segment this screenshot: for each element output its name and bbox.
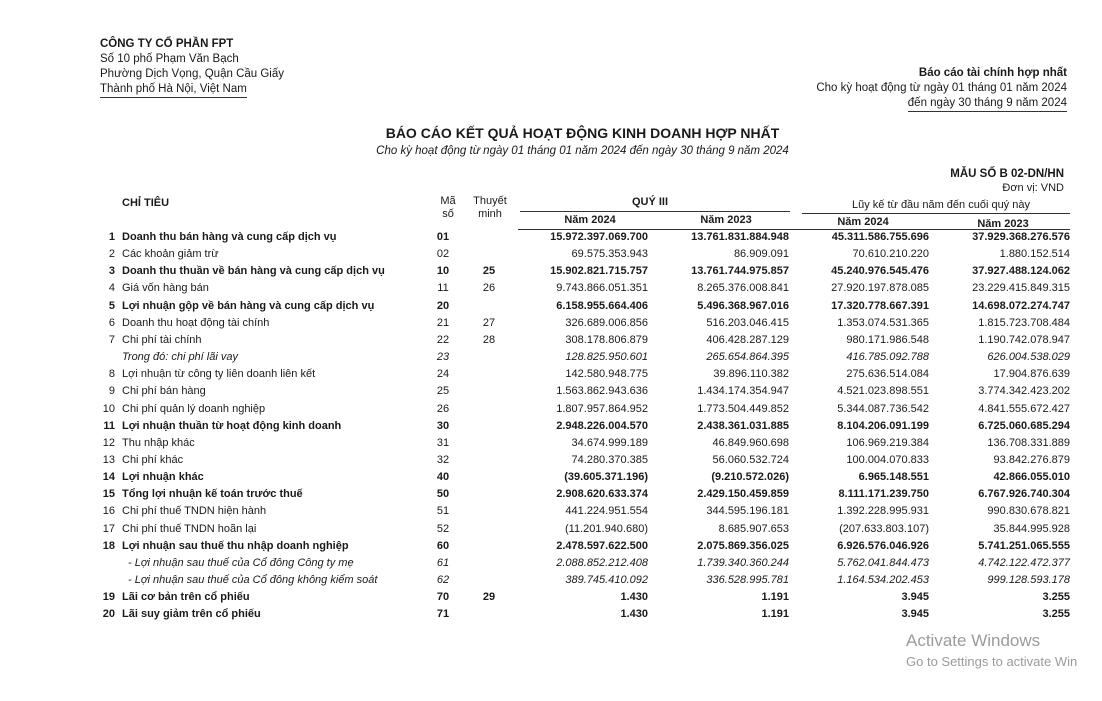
row-number: 1 xyxy=(108,231,115,243)
row-code: 51 xyxy=(436,505,450,518)
row-label: Chi phí bán hàng xyxy=(122,385,206,398)
table-row xyxy=(0,540,1102,557)
value-quarter-2024: (39.605.371.196) xyxy=(564,471,648,484)
row-label: Giá vốn hàng bán xyxy=(122,282,209,295)
report-period-line: đến ngày 30 tháng 9 năm 2024 xyxy=(908,96,1067,112)
row-label: Doanh thu hoạt động tài chính xyxy=(122,316,270,329)
value-ytd-2023: 1.190.742.078.947 xyxy=(978,333,1070,346)
row-number: 18 xyxy=(102,539,115,552)
form-number: MẪU SỐ B 02-DN/HN xyxy=(950,168,1064,180)
row-number: 5 xyxy=(108,299,115,312)
header-note xyxy=(470,195,510,220)
row-code: 10 xyxy=(436,265,450,278)
table-row xyxy=(0,591,1102,608)
row-label: Chi phí thuế TNDN hiện hành xyxy=(122,505,267,518)
row-note: 29 xyxy=(482,591,496,604)
row-code: 71 xyxy=(436,608,450,621)
value-quarter-2023: 516.203.046.415 xyxy=(706,316,789,329)
value-quarter-2024: 128.825.950.601 xyxy=(565,351,648,364)
row-label: Chi phí khác xyxy=(122,453,184,466)
company-block xyxy=(100,37,284,98)
row-code: 23 xyxy=(436,351,450,364)
value-ytd-2023: 3.774.342.423.202 xyxy=(978,385,1070,398)
header-note-line: Thuyết xyxy=(473,195,507,207)
value-quarter-2024: 441.224.951.554 xyxy=(565,505,648,518)
value-quarter-2024: 326.689.006.856 xyxy=(565,316,648,329)
row-label: Chi phí quản lý doanh nghiệp xyxy=(122,402,266,415)
value-quarter-2024: 389.745.410.092 xyxy=(565,574,648,586)
header-code-line: Mã xyxy=(440,195,456,207)
value-ytd-2024: 100.004.070.833 xyxy=(846,453,929,466)
value-ytd-2023: 136.708.331.889 xyxy=(987,436,1070,449)
value-quarter-2023: 13.761.744.975.857 xyxy=(691,265,789,278)
row-number: 6 xyxy=(108,316,115,329)
value-quarter-2024: 74.280.370.385 xyxy=(571,453,648,466)
value-quarter-2024: 1.430 xyxy=(620,591,648,604)
row-label: Lợi nhuận thuần từ hoạt động kinh doanh xyxy=(122,419,342,432)
header-underline xyxy=(520,211,790,212)
row-code: 61 xyxy=(436,556,450,569)
value-ytd-2023: 37.927.488.124.062 xyxy=(972,265,1070,278)
header-indicator: CHỈ TIÊU xyxy=(122,197,170,209)
row-label: Các khoản giảm trừ xyxy=(122,248,219,261)
row-number: 19 xyxy=(102,591,115,604)
value-quarter-2023: (9.210.572.026) xyxy=(711,471,789,484)
row-code: 24 xyxy=(436,368,450,381)
value-ytd-2023: 3.255 xyxy=(1042,608,1070,621)
table-row xyxy=(0,505,1102,522)
report-info xyxy=(816,66,1067,112)
header-bottom-rule xyxy=(518,229,1070,230)
row-note: 27 xyxy=(482,316,496,329)
value-quarter-2024: 15.972.397.069.700 xyxy=(550,231,648,243)
row-code: 25 xyxy=(436,385,450,398)
activate-windows-watermark xyxy=(906,631,1077,669)
company-address-line: Phường Dịch Vọng, Quận Cầu Giấy xyxy=(100,68,285,80)
value-quarter-2023: 344.595.196.181 xyxy=(706,505,789,518)
row-label: Lợi nhuận sau thuế thu nhập doanh nghiệp xyxy=(122,539,349,552)
row-label: Lợi nhuận gộp về bán hàng và cung cấp dịch vụ xyxy=(122,299,375,312)
table-row xyxy=(0,300,1102,317)
value-ytd-2023: 37.929.368.276.576 xyxy=(972,231,1070,243)
value-ytd-2024: 27.920.197.878.085 xyxy=(831,282,929,295)
row-code: 50 xyxy=(436,488,450,501)
row-code: 01 xyxy=(436,231,450,243)
value-quarter-2024: 142.580.948.775 xyxy=(565,368,648,381)
watermark-line: Activate Windows xyxy=(906,631,1041,650)
value-ytd-2024: 1.392.228.995.931 xyxy=(837,505,929,518)
value-ytd-2024: 45.240.976.545.476 xyxy=(831,265,929,278)
value-quarter-2023: 1.739.340.360.244 xyxy=(697,556,789,569)
watermark-line: Go to Settings to activate Win xyxy=(906,654,1078,669)
table-row xyxy=(0,488,1102,505)
value-quarter-2024: 1.563.862.943.636 xyxy=(556,385,648,398)
row-number: 7 xyxy=(108,333,115,346)
value-quarter-2023: 13.761.831.884.948 xyxy=(691,231,789,243)
value-ytd-2023: 5.741.251.065.555 xyxy=(978,539,1070,552)
value-quarter-2023: 8.265.376.008.841 xyxy=(697,282,789,295)
value-quarter-2023: 5.496.368.967.016 xyxy=(697,299,789,312)
value-ytd-2024: 8.111.171.239.750 xyxy=(838,488,929,501)
row-number: 4 xyxy=(108,282,115,295)
row-label: Lợi nhuận từ công ty liên doanh liên kết xyxy=(122,368,316,381)
value-quarter-2024: 308.178.806.879 xyxy=(565,333,648,346)
value-ytd-2023: 4.841.555.672.427 xyxy=(978,402,1070,415)
report-type: Báo cáo tài chính hợp nhất xyxy=(918,67,1067,79)
value-quarter-2023: 56.060.532.724 xyxy=(712,453,789,466)
table-row xyxy=(0,471,1102,488)
value-ytd-2023: 42.866.055.010 xyxy=(993,471,1070,484)
value-ytd-2023: 93.842.276.879 xyxy=(993,453,1070,466)
value-ytd-2023: 3.255 xyxy=(1042,591,1070,604)
header-quarter-2023: Năm 2023 xyxy=(700,214,752,226)
currency-unit: Đơn vị: VND xyxy=(1002,182,1064,194)
row-label: - Lợi nhuận sau thuế của Cổ đông Công ty mẹ xyxy=(128,556,354,569)
row-label: - Lợi nhuận sau thuế của Cổ đông không kiểm soát xyxy=(128,574,378,586)
row-code: 60 xyxy=(436,539,450,552)
value-quarter-2024: 2.948.226.004.570 xyxy=(556,419,648,432)
header-underline xyxy=(802,213,1070,214)
row-label: Doanh thu bán hàng và cung cấp dịch vụ xyxy=(122,231,337,243)
table-row xyxy=(0,523,1102,540)
value-ytd-2024: 275.636.514.084 xyxy=(846,368,929,381)
row-note: 26 xyxy=(482,282,496,295)
value-ytd-2023: 1.880.152.514 xyxy=(999,248,1070,261)
company-address-line: Số 10 phố Phạm Văn Bạch xyxy=(100,53,239,65)
value-quarter-2023: 1.773.504.449.852 xyxy=(697,402,789,415)
value-quarter-2023: 1.191 xyxy=(761,608,789,621)
row-number: 2 xyxy=(108,248,115,261)
row-code: 11 xyxy=(437,282,449,295)
row-label: Lãi suy giảm trên cổ phiếu xyxy=(122,608,261,621)
value-quarter-2024: (11.201.940.680) xyxy=(565,522,648,535)
row-label: Lãi cơ bản trên cổ phiếu xyxy=(122,591,250,604)
value-ytd-2024: 106.969.219.384 xyxy=(846,436,929,449)
value-quarter-2024: 2.088.852.212.408 xyxy=(556,556,648,569)
row-number: 20 xyxy=(102,608,115,621)
table-row xyxy=(0,557,1102,574)
row-number: 16 xyxy=(102,505,115,518)
value-ytd-2024: (207.633.803.107) xyxy=(839,522,929,535)
value-quarter-2023: 336.528.995.781 xyxy=(706,574,789,586)
value-quarter-2023: 265.654.864.395 xyxy=(706,351,789,364)
value-ytd-2023: 6.767.926.740.304 xyxy=(978,488,1070,501)
value-quarter-2024: 15.902.821.715.757 xyxy=(550,265,648,278)
table-row xyxy=(0,282,1102,299)
header-quarter: QUÝ III xyxy=(631,196,669,208)
value-quarter-2023: 2.438.361.031.885 xyxy=(697,419,789,432)
value-ytd-2023: 1.815.723.708.484 xyxy=(978,316,1070,329)
row-code: 31 xyxy=(436,436,450,449)
header-ytd-2023: Năm 2023 xyxy=(977,218,1029,230)
value-quarter-2023: 86.909.091 xyxy=(733,248,789,261)
company-name: CÔNG TY CỔ PHẦN FPT xyxy=(100,38,234,50)
table-row xyxy=(0,368,1102,385)
value-ytd-2023: 17.904.876.639 xyxy=(993,368,1070,381)
table-row xyxy=(0,317,1102,334)
row-code: 70 xyxy=(436,591,450,604)
row-code: 26 xyxy=(436,402,450,415)
row-code: 02 xyxy=(436,248,450,261)
row-number: 17 xyxy=(102,522,115,535)
report-subtitle: Cho kỳ hoạt động từ ngày 01 tháng 01 năm 2024 đến ngày 30 tháng 9 năm 2024 xyxy=(376,145,789,157)
report-period-line: Cho kỳ hoạt động từ ngày 01 tháng 01 năm 2024 xyxy=(816,82,1067,94)
header-ytd-2024: Năm 2024 xyxy=(837,216,889,228)
row-label: Tổng lợi nhuận kế toán trước thuế xyxy=(122,488,303,501)
value-quarter-2024: 1.807.957.864.952 xyxy=(556,402,648,415)
row-number: 15 xyxy=(102,488,115,501)
company-address-line: Thành phố Hà Nội, Việt Nam xyxy=(100,82,247,98)
row-code: 40 xyxy=(436,471,450,484)
row-number: 13 xyxy=(102,453,115,466)
value-quarter-2023: 2.429.150.459.859 xyxy=(697,488,789,501)
value-ytd-2023: 14.698.072.274.747 xyxy=(972,299,1070,312)
row-code: 22 xyxy=(436,333,450,346)
value-ytd-2024: 6.926.576.046.926 xyxy=(837,539,929,552)
value-ytd-2024: 416.785.092.788 xyxy=(846,351,929,364)
value-ytd-2024: 4.521.023.898.551 xyxy=(837,385,929,398)
value-quarter-2023: 46.849.960.698 xyxy=(712,436,789,449)
value-ytd-2024: 5.762.041.844.473 xyxy=(837,556,929,569)
value-quarter-2024: 2.908.620.633.374 xyxy=(556,488,648,501)
value-ytd-2023: 35.844.995.928 xyxy=(993,522,1070,535)
value-ytd-2024: 6.965.148.551 xyxy=(858,471,929,484)
value-quarter-2023: 1.434.174.354.947 xyxy=(697,385,789,398)
value-ytd-2023: 990.830.678.821 xyxy=(987,505,1070,518)
value-ytd-2024: 70.610.210.220 xyxy=(852,248,929,261)
value-ytd-2024: 1.353.074.531.365 xyxy=(837,316,929,329)
value-quarter-2024: 6.158.955.664.406 xyxy=(556,299,648,312)
value-ytd-2024: 1.164.534.202.453 xyxy=(837,574,929,586)
report-title: BÁO CÁO KẾT QUẢ HOẠT ĐỘNG KINH DOANH HỢP NHẤT xyxy=(385,125,780,141)
value-quarter-2024: 2.478.597.622.500 xyxy=(556,539,648,552)
row-number: 3 xyxy=(108,265,115,278)
table-row xyxy=(0,231,1102,248)
row-label: Doanh thu thuần về bán hàng và cung cấp dịch vụ xyxy=(122,265,385,278)
row-number: 14 xyxy=(102,471,115,484)
table-row xyxy=(0,420,1102,437)
table-row xyxy=(0,403,1102,420)
row-code: 52 xyxy=(436,522,450,535)
table-row xyxy=(0,574,1102,591)
value-quarter-2023: 2.075.869.356.025 xyxy=(697,539,789,552)
value-quarter-2023: 8.685.907.653 xyxy=(718,522,789,535)
table-row xyxy=(0,351,1102,368)
value-ytd-2024: 5.344.087.736.542 xyxy=(837,402,929,415)
row-label: Chi phí tài chính xyxy=(122,333,202,346)
header-quarter-2024: Năm 2024 xyxy=(564,214,616,226)
table-row xyxy=(0,265,1102,282)
table-row xyxy=(0,608,1102,625)
row-label: Thu nhập khác xyxy=(122,436,195,449)
value-ytd-2023: 23.229.415.849.315 xyxy=(972,282,1070,295)
value-quarter-2024: 34.674.999.189 xyxy=(571,436,648,449)
value-quarter-2024: 1.430 xyxy=(620,608,648,621)
row-number: 12 xyxy=(102,436,115,449)
value-ytd-2024: 3.945 xyxy=(901,591,929,604)
table-row xyxy=(0,454,1102,471)
row-label: Trong đó: chi phí lãi vay xyxy=(122,351,238,364)
value-ytd-2024: 45.311.586.755.696 xyxy=(831,231,929,243)
row-label: Chi phí thuế TNDN hoãn lại xyxy=(122,522,257,535)
value-ytd-2024: 8.104.206.091.199 xyxy=(837,419,929,432)
row-code: 21 xyxy=(436,316,450,329)
value-ytd-2023: 626.004.538.029 xyxy=(987,351,1070,364)
table-row xyxy=(0,385,1102,402)
value-quarter-2024: 9.743.866.051.351 xyxy=(556,282,648,295)
value-quarter-2023: 406.428.287.129 xyxy=(706,333,789,346)
header-code-line: số xyxy=(442,208,454,220)
row-note: 28 xyxy=(482,333,496,346)
value-ytd-2023: 4.742.122.472.377 xyxy=(978,556,1070,569)
row-number: 8 xyxy=(108,368,115,381)
row-number: 11 xyxy=(103,419,115,432)
value-ytd-2023: 6.725.060.685.294 xyxy=(978,419,1070,432)
value-ytd-2024: 17.320.778.667.391 xyxy=(831,299,929,312)
table-row xyxy=(0,334,1102,351)
row-code: 62 xyxy=(436,574,450,586)
header-note-line: minh xyxy=(478,208,502,220)
row-label: Lợi nhuận khác xyxy=(122,471,204,484)
row-number: 9 xyxy=(108,385,115,398)
row-code: 30 xyxy=(436,419,450,432)
value-ytd-2023: 999.128.593.178 xyxy=(987,574,1070,586)
row-code: 32 xyxy=(436,453,450,466)
value-ytd-2024: 980.171.986.548 xyxy=(846,333,929,346)
table-row xyxy=(0,437,1102,454)
value-quarter-2024: 69.575.353.943 xyxy=(571,248,648,261)
value-quarter-2023: 39.896.110.382 xyxy=(713,368,789,381)
header-ytd: Lũy kế từ đầu năm đến cuối quý này xyxy=(852,199,1030,211)
row-number: 10 xyxy=(102,402,115,415)
value-quarter-2023: 1.191 xyxy=(761,591,789,604)
row-note: 25 xyxy=(482,265,496,278)
header-code xyxy=(434,195,462,220)
row-code: 20 xyxy=(436,299,450,312)
table-row xyxy=(0,248,1102,265)
value-ytd-2024: 3.945 xyxy=(901,608,929,621)
